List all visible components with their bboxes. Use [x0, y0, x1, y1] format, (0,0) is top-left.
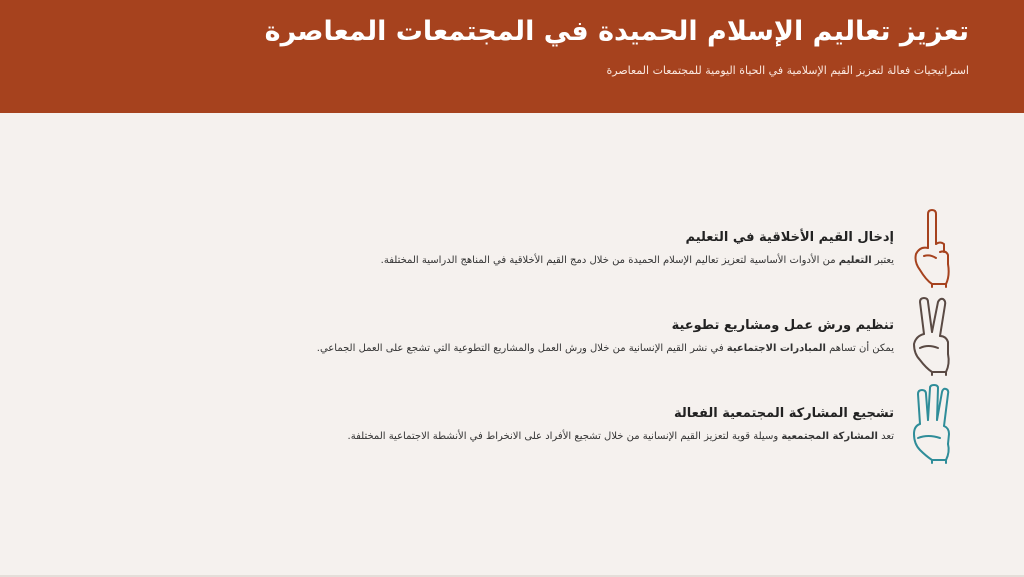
- item-title: إدخال القيم الأخلاقية في التعليم: [685, 230, 894, 245]
- header-banner: [0, 0, 1024, 113]
- one-finger-hand-icon: [910, 208, 954, 288]
- page-subtitle: استراتيجيات فعالة لتعزيز القيم الإسلامية في الحياة اليومية للمجتمعات المعاصرة: [606, 64, 969, 77]
- three-fingers-hand-icon: [910, 384, 954, 464]
- two-fingers-hand-icon: [910, 296, 954, 376]
- item-description: تعد المشاركة المجتمعية وسيلة قوية لتعزيز القيم الإنسانية من خلال تشجيع الأفراد على الانخراط في الأنشطة الاجتماعية المختلفة.: [347, 431, 894, 442]
- page-title: تعزيز تعاليم الإسلام الحميدة في المجتمعات المعاصرة: [264, 16, 969, 47]
- list-item: [334, 406, 894, 442]
- list-item: [316, 318, 894, 354]
- list-item: [334, 230, 894, 266]
- item-description: يمكن أن تساهم المبادرات الاجتماعية في نشر القيم الإنسانية من خلال ورش العمل والمشاريع التطوعية التي تشجع على العمل الجماعي.: [316, 343, 894, 354]
- item-title: تشجيع المشاركة المجتمعية الفعالة: [674, 406, 894, 421]
- item-title: تنظيم ورش عمل ومشاريع تطوعية: [671, 318, 894, 333]
- item-description: يعتبر التعليم من الأدوات الأساسية لتعزيز تعاليم الإسلام الحميدة من خلال دمج القيم الأخلاقية في المناهج الدراسية المختلفة.: [380, 255, 894, 266]
